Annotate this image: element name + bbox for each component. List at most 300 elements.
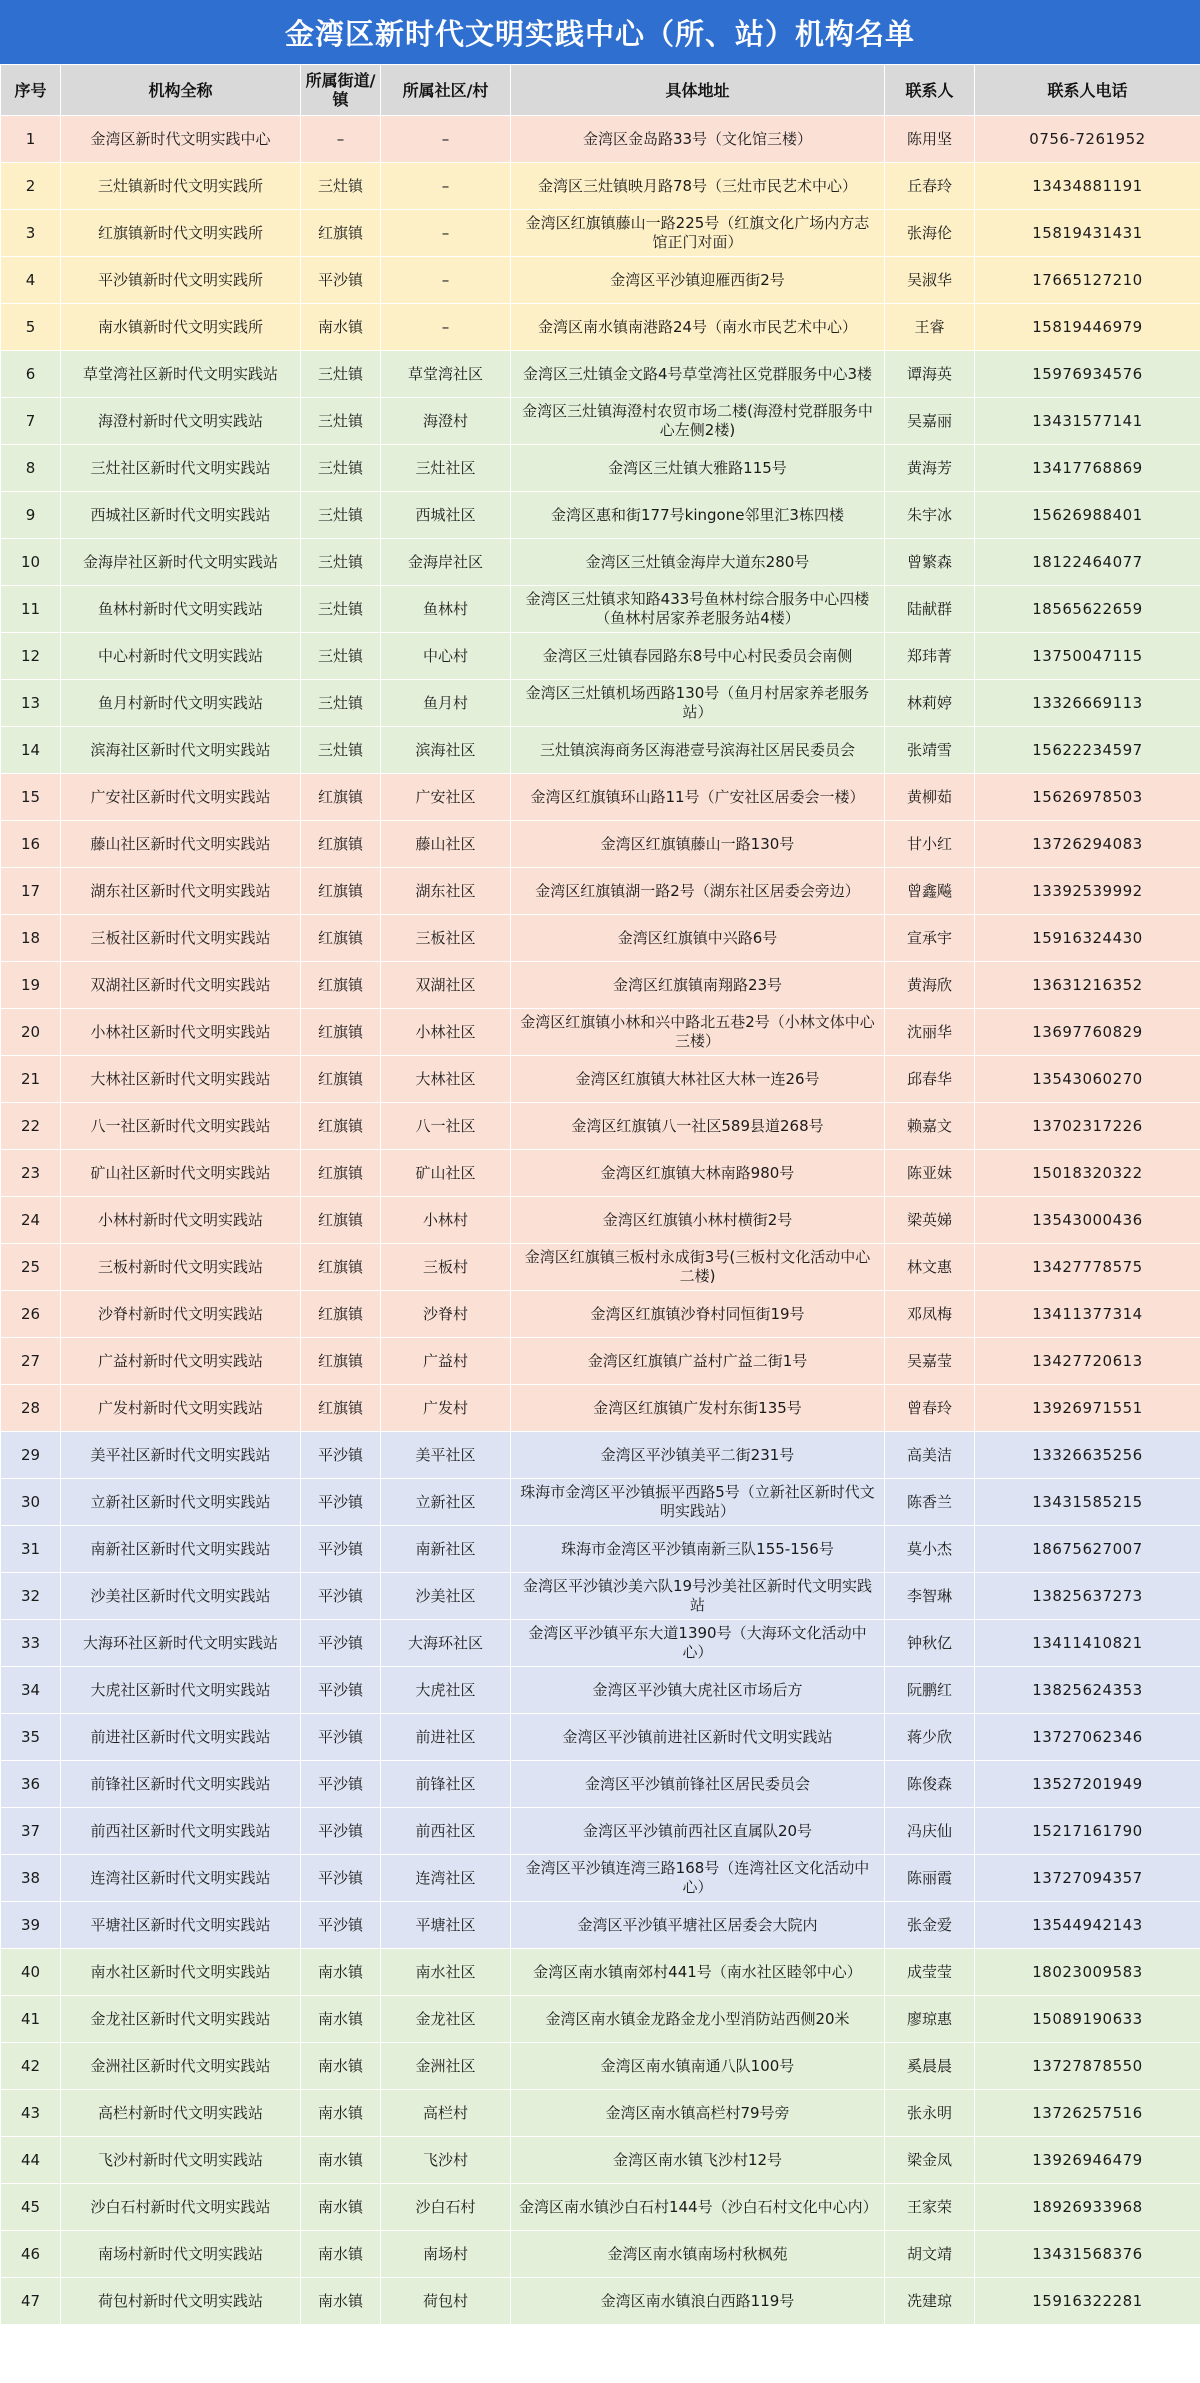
cell-contact: 张金爱 (885, 1902, 975, 1949)
cell-phone: 13411410821 (975, 1620, 1200, 1667)
table-row (1, 1009, 1200, 1056)
cell-town: 三灶镇 (301, 398, 381, 445)
cell-phone: 13697760829 (975, 1009, 1200, 1056)
cell-community: 前锋社区 (381, 1761, 511, 1808)
cell-contact: 高美洁 (885, 1432, 975, 1479)
cell-serial: 8 (1, 445, 61, 492)
table-row (1, 586, 1200, 633)
table-row (1, 304, 1200, 351)
cell-town: 三灶镇 (301, 586, 381, 633)
cell-phone: 13926971551 (975, 1385, 1200, 1432)
header-phone: 联系人电话 (975, 65, 1200, 116)
cell-town: 红旗镇 (301, 915, 381, 962)
cell-phone: 13326669113 (975, 680, 1200, 727)
cell-phone: 13726257516 (975, 2090, 1200, 2137)
cell-org-name: 滨海社区新时代文明实践站 (61, 727, 301, 774)
cell-address: 金湾区平沙镇平塘社区居委会大院内 (511, 1902, 885, 1949)
cell-town: 三灶镇 (301, 163, 381, 210)
cell-community: 草堂湾社区 (381, 351, 511, 398)
cell-town: 三灶镇 (301, 680, 381, 727)
cell-serial: 16 (1, 821, 61, 868)
cell-serial: 41 (1, 1996, 61, 2043)
cell-community: 湖东社区 (381, 868, 511, 915)
cell-contact: 曾繁森 (885, 539, 975, 586)
cell-address: 金湾区红旗镇广发村东街135号 (511, 1385, 885, 1432)
cell-town: 南水镇 (301, 2278, 381, 2325)
table-row (1, 445, 1200, 492)
table-row (1, 1667, 1200, 1714)
cell-org-name: 南场村新时代文明实践站 (61, 2231, 301, 2278)
cell-town: 三灶镇 (301, 445, 381, 492)
cell-org-name: 金海岸社区新时代文明实践站 (61, 539, 301, 586)
cell-phone: 13727094357 (975, 1855, 1200, 1902)
table-row (1, 1244, 1200, 1291)
cell-town: 平沙镇 (301, 1667, 381, 1714)
cell-town: 红旗镇 (301, 774, 381, 821)
cell-serial: 34 (1, 1667, 61, 1714)
cell-phone: 13417768869 (975, 445, 1200, 492)
cell-org-name: 三灶镇新时代文明实践所 (61, 163, 301, 210)
cell-phone: 0756-7261952 (975, 116, 1200, 163)
cell-serial: 38 (1, 1855, 61, 1902)
cell-contact: 成莹莹 (885, 1949, 975, 1996)
cell-org-name: 沙美社区新时代文明实践站 (61, 1573, 301, 1620)
cell-contact: 李智琳 (885, 1573, 975, 1620)
cell-community: 小林村 (381, 1197, 511, 1244)
cell-contact: 钟秋亿 (885, 1620, 975, 1667)
cell-phone: 13543000436 (975, 1197, 1200, 1244)
cell-town: – (301, 116, 381, 163)
cell-town: 平沙镇 (301, 1808, 381, 1855)
cell-contact: 胡文靖 (885, 2231, 975, 2278)
cell-phone: 18675627007 (975, 1526, 1200, 1573)
cell-serial: 42 (1, 2043, 61, 2090)
cell-town: 红旗镇 (301, 1291, 381, 1338)
cell-org-name: 金洲社区新时代文明实践站 (61, 2043, 301, 2090)
cell-org-name: 三板村新时代文明实践站 (61, 1244, 301, 1291)
cell-serial: 10 (1, 539, 61, 586)
cell-community: 矿山社区 (381, 1150, 511, 1197)
cell-org-name: 南新社区新时代文明实践站 (61, 1526, 301, 1573)
table-row (1, 1103, 1200, 1150)
cell-town: 红旗镇 (301, 1338, 381, 1385)
cell-serial: 40 (1, 1949, 61, 1996)
cell-phone: 13727062346 (975, 1714, 1200, 1761)
cell-community: 沙白石村 (381, 2184, 511, 2231)
table-row (1, 1338, 1200, 1385)
page-title: 金湾区新时代文明实践中心（所、站）机构名单 (0, 0, 1200, 64)
cell-phone: 18565622659 (975, 586, 1200, 633)
cell-phone: 13326635256 (975, 1432, 1200, 1479)
cell-address: 金湾区三灶镇大雅路115号 (511, 445, 885, 492)
cell-town: 三灶镇 (301, 492, 381, 539)
cell-community: 广发村 (381, 1385, 511, 1432)
table-row (1, 351, 1200, 398)
cell-serial: 22 (1, 1103, 61, 1150)
cell-community: – (381, 163, 511, 210)
cell-community: 金龙社区 (381, 1996, 511, 2043)
cell-address: 金湾区红旗镇大林社区大林一连26号 (511, 1056, 885, 1103)
cell-org-name: 鱼月村新时代文明实践站 (61, 680, 301, 727)
cell-address: 金湾区红旗镇八一社区589县道268号 (511, 1103, 885, 1150)
cell-org-name: 前进社区新时代文明实践站 (61, 1714, 301, 1761)
cell-org-name: 大海环社区新时代文明实践站 (61, 1620, 301, 1667)
cell-serial: 31 (1, 1526, 61, 1573)
cell-address: 金湾区南水镇南港路24号（南水市民艺术中心） (511, 304, 885, 351)
cell-serial: 18 (1, 915, 61, 962)
cell-address: 金湾区平沙镇美平二街231号 (511, 1432, 885, 1479)
header-community: 所属社区/村 (381, 65, 511, 116)
cell-contact: 冼建琼 (885, 2278, 975, 2325)
cell-address: 金湾区平沙镇连湾三路168号（连湾社区文化活动中心） (511, 1855, 885, 1902)
cell-address: 珠海市金湾区平沙镇振平西路5号（立新社区新时代文明实践站） (511, 1479, 885, 1526)
cell-address: 金湾区红旗镇南翔路23号 (511, 962, 885, 1009)
cell-org-name: 平沙镇新时代文明实践所 (61, 257, 301, 304)
cell-town: 红旗镇 (301, 868, 381, 915)
cell-town: 南水镇 (301, 2137, 381, 2184)
cell-community: 大海环社区 (381, 1620, 511, 1667)
table-row (1, 1761, 1200, 1808)
cell-community: 金海岸社区 (381, 539, 511, 586)
table-row (1, 868, 1200, 915)
cell-town: 南水镇 (301, 2231, 381, 2278)
cell-org-name: 大虎社区新时代文明实践站 (61, 1667, 301, 1714)
cell-contact: 梁英娣 (885, 1197, 975, 1244)
cell-org-name: 大林社区新时代文明实践站 (61, 1056, 301, 1103)
cell-town: 三灶镇 (301, 727, 381, 774)
table-row (1, 257, 1200, 304)
cell-phone: 13392539992 (975, 868, 1200, 915)
cell-serial: 32 (1, 1573, 61, 1620)
cell-contact: 莫小杰 (885, 1526, 975, 1573)
cell-phone: 13427778575 (975, 1244, 1200, 1291)
cell-community: 双湖社区 (381, 962, 511, 1009)
cell-phone: 13434881191 (975, 163, 1200, 210)
cell-contact: 陈用坚 (885, 116, 975, 163)
cell-address: 金湾区平沙镇迎雁西街2号 (511, 257, 885, 304)
cell-serial: 9 (1, 492, 61, 539)
cell-address: 金湾区红旗镇大林南路980号 (511, 1150, 885, 1197)
cell-address: 珠海市金湾区平沙镇南新三队155-156号 (511, 1526, 885, 1573)
cell-phone: 13702317226 (975, 1103, 1200, 1150)
cell-org-name: 立新社区新时代文明实践站 (61, 1479, 301, 1526)
cell-serial: 28 (1, 1385, 61, 1432)
cell-phone: 13750047115 (975, 633, 1200, 680)
cell-phone: 13825637273 (975, 1573, 1200, 1620)
table-row (1, 915, 1200, 962)
cell-contact: 王家荣 (885, 2184, 975, 2231)
cell-phone: 13543060270 (975, 1056, 1200, 1103)
cell-town: 红旗镇 (301, 821, 381, 868)
cell-address: 金湾区南水镇金龙路金龙小型消防站西侧20米 (511, 1996, 885, 2043)
cell-town: 平沙镇 (301, 257, 381, 304)
cell-phone: 15089190633 (975, 1996, 1200, 2043)
cell-contact: 张海伦 (885, 210, 975, 257)
cell-address: 金湾区南水镇南郊村441号（南水社区睦邻中心） (511, 1949, 885, 1996)
cell-contact: 王睿 (885, 304, 975, 351)
cell-phone: 15819446979 (975, 304, 1200, 351)
cell-contact: 陈俊森 (885, 1761, 975, 1808)
cell-phone: 15916322281 (975, 2278, 1200, 2325)
table-row (1, 1620, 1200, 1667)
cell-address: 金湾区三灶镇求知路433号鱼林村综合服务中心四楼（鱼林村居家养老服务站4楼） (511, 586, 885, 633)
cell-org-name: 前西社区新时代文明实践站 (61, 1808, 301, 1855)
cell-contact: 林文惠 (885, 1244, 975, 1291)
cell-serial: 45 (1, 2184, 61, 2231)
cell-contact: 冯庆仙 (885, 1808, 975, 1855)
cell-serial: 44 (1, 2137, 61, 2184)
cell-contact: 吴嘉丽 (885, 398, 975, 445)
cell-phone: 15819431431 (975, 210, 1200, 257)
cell-address: 金湾区平沙镇平东大道1390号（大海环文化活动中心） (511, 1620, 885, 1667)
cell-org-name: 南水镇新时代文明实践所 (61, 304, 301, 351)
cell-community: 鱼月村 (381, 680, 511, 727)
cell-contact: 赖嘉文 (885, 1103, 975, 1150)
header-address: 具体地址 (511, 65, 885, 116)
table-row (1, 1855, 1200, 1902)
cell-org-name: 平塘社区新时代文明实践站 (61, 1902, 301, 1949)
cell-town: 红旗镇 (301, 1150, 381, 1197)
cell-contact: 邓凤梅 (885, 1291, 975, 1338)
cell-contact: 沈丽华 (885, 1009, 975, 1056)
cell-community: 中心村 (381, 633, 511, 680)
cell-org-name: 飞沙村新时代文明实践站 (61, 2137, 301, 2184)
table-row (1, 1996, 1200, 2043)
table-row (1, 2278, 1200, 2325)
cell-address: 金湾区平沙镇前进社区新时代文明实践站 (511, 1714, 885, 1761)
cell-org-name: 南水社区新时代文明实践站 (61, 1949, 301, 1996)
cell-phone: 15626988401 (975, 492, 1200, 539)
cell-org-name: 广发村新时代文明实践站 (61, 1385, 301, 1432)
cell-serial: 12 (1, 633, 61, 680)
cell-serial: 35 (1, 1714, 61, 1761)
table-row (1, 2231, 1200, 2278)
cell-community: 南水社区 (381, 1949, 511, 1996)
cell-contact: 黄柳茹 (885, 774, 975, 821)
cell-phone: 13727878550 (975, 2043, 1200, 2090)
cell-serial: 47 (1, 2278, 61, 2325)
cell-org-name: 美平社区新时代文明实践站 (61, 1432, 301, 1479)
cell-serial: 36 (1, 1761, 61, 1808)
cell-community: 三板村 (381, 1244, 511, 1291)
cell-town: 三灶镇 (301, 539, 381, 586)
cell-community: 八一社区 (381, 1103, 511, 1150)
table-row (1, 116, 1200, 163)
cell-serial: 33 (1, 1620, 61, 1667)
cell-serial: 5 (1, 304, 61, 351)
table-row (1, 1808, 1200, 1855)
cell-phone: 15976934576 (975, 351, 1200, 398)
cell-community: 沙美社区 (381, 1573, 511, 1620)
cell-serial: 37 (1, 1808, 61, 1855)
cell-community: 海澄村 (381, 398, 511, 445)
cell-phone: 15626978503 (975, 774, 1200, 821)
cell-town: 平沙镇 (301, 1526, 381, 1573)
cell-address: 金湾区红旗镇湖一路2号（湖东社区居委会旁边） (511, 868, 885, 915)
cell-contact: 张永明 (885, 2090, 975, 2137)
cell-address: 金湾区南水镇浪白西路119号 (511, 2278, 885, 2325)
cell-serial: 25 (1, 1244, 61, 1291)
cell-town: 南水镇 (301, 2184, 381, 2231)
cell-contact: 陈亚妹 (885, 1150, 975, 1197)
cell-phone: 15622234597 (975, 727, 1200, 774)
cell-serial: 13 (1, 680, 61, 727)
cell-contact: 梁金凤 (885, 2137, 975, 2184)
cell-org-name: 前锋社区新时代文明实践站 (61, 1761, 301, 1808)
cell-serial: 19 (1, 962, 61, 1009)
cell-serial: 24 (1, 1197, 61, 1244)
cell-contact: 陈丽霞 (885, 1855, 975, 1902)
cell-org-name: 沙脊村新时代文明实践站 (61, 1291, 301, 1338)
table-row (1, 633, 1200, 680)
table-row (1, 1714, 1200, 1761)
cell-address: 金湾区南水镇南通八队100号 (511, 2043, 885, 2090)
cell-org-name: 双湖社区新时代文明实践站 (61, 962, 301, 1009)
directory-table (0, 64, 1200, 2325)
cell-town: 平沙镇 (301, 1902, 381, 1949)
cell-community: 沙脊村 (381, 1291, 511, 1338)
table-row (1, 1150, 1200, 1197)
table-row (1, 2184, 1200, 2231)
cell-serial: 17 (1, 868, 61, 915)
cell-town: 平沙镇 (301, 1479, 381, 1526)
cell-org-name: 藤山社区新时代文明实践站 (61, 821, 301, 868)
cell-org-name: 小林社区新时代文明实践站 (61, 1009, 301, 1056)
cell-community: 前进社区 (381, 1714, 511, 1761)
cell-community: – (381, 304, 511, 351)
cell-community: 广安社区 (381, 774, 511, 821)
cell-community: 高栏村 (381, 2090, 511, 2137)
cell-address: 金湾区金岛路33号（文化馆三楼） (511, 116, 885, 163)
cell-community: 藤山社区 (381, 821, 511, 868)
cell-serial: 11 (1, 586, 61, 633)
cell-address: 金湾区三灶镇映月路78号（三灶市民艺术中心） (511, 163, 885, 210)
cell-address: 金湾区平沙镇大虎社区市场后方 (511, 1667, 885, 1714)
cell-town: 红旗镇 (301, 1056, 381, 1103)
cell-address: 金湾区红旗镇广益村广益二街1号 (511, 1338, 885, 1385)
cell-contact: 阮鹏红 (885, 1667, 975, 1714)
table-row (1, 492, 1200, 539)
cell-phone: 13631216352 (975, 962, 1200, 1009)
cell-community: 大虎社区 (381, 1667, 511, 1714)
cell-phone: 15217161790 (975, 1808, 1200, 1855)
cell-serial: 14 (1, 727, 61, 774)
cell-phone: 13527201949 (975, 1761, 1200, 1808)
cell-town: 三灶镇 (301, 351, 381, 398)
cell-contact: 宣承宇 (885, 915, 975, 962)
cell-town: 平沙镇 (301, 1761, 381, 1808)
table-row (1, 1056, 1200, 1103)
cell-phone: 13825624353 (975, 1667, 1200, 1714)
cell-town: 南水镇 (301, 2090, 381, 2137)
cell-contact: 曾春玲 (885, 1385, 975, 1432)
cell-address: 金湾区平沙镇前锋社区居民委员会 (511, 1761, 885, 1808)
header-serial: 序号 (1, 65, 61, 116)
cell-org-name: 红旗镇新时代文明实践所 (61, 210, 301, 257)
cell-serial: 7 (1, 398, 61, 445)
cell-contact: 谭海英 (885, 351, 975, 398)
cell-org-name: 沙白石村新时代文明实践站 (61, 2184, 301, 2231)
cell-community: 荷包村 (381, 2278, 511, 2325)
table-row (1, 2090, 1200, 2137)
cell-org-name: 三灶社区新时代文明实践站 (61, 445, 301, 492)
table-row (1, 774, 1200, 821)
cell-community: – (381, 257, 511, 304)
cell-address: 金湾区红旗镇沙脊村同恒街19号 (511, 1291, 885, 1338)
table-row (1, 398, 1200, 445)
cell-address: 金湾区三灶镇金文路4号草堂湾社区党群服务中心3楼 (511, 351, 885, 398)
cell-serial: 23 (1, 1150, 61, 1197)
cell-town: 红旗镇 (301, 1009, 381, 1056)
cell-serial: 29 (1, 1432, 61, 1479)
cell-phone: 13544942143 (975, 1902, 1200, 1949)
table-row (1, 1432, 1200, 1479)
cell-town: 南水镇 (301, 1996, 381, 2043)
cell-contact: 吴嘉莹 (885, 1338, 975, 1385)
cell-phone: 13427720613 (975, 1338, 1200, 1385)
cell-org-name: 金湾区新时代文明实践中心 (61, 116, 301, 163)
cell-address: 金湾区三灶镇春园路东8号中心村民委员会南侧 (511, 633, 885, 680)
cell-phone: 15018320322 (975, 1150, 1200, 1197)
cell-address: 金湾区红旗镇环山路11号（广安社区居委会一楼） (511, 774, 885, 821)
cell-org-name: 三板社区新时代文明实践站 (61, 915, 301, 962)
cell-org-name: 高栏村新时代文明实践站 (61, 2090, 301, 2137)
table-row (1, 821, 1200, 868)
cell-community: 立新社区 (381, 1479, 511, 1526)
cell-community: 前西社区 (381, 1808, 511, 1855)
cell-address: 金湾区三灶镇机场西路130号（鱼月村居家养老服务站） (511, 680, 885, 727)
cell-community: 大林社区 (381, 1056, 511, 1103)
cell-org-name: 西城社区新时代文明实践站 (61, 492, 301, 539)
cell-serial: 4 (1, 257, 61, 304)
cell-address: 金湾区红旗镇藤山一路225号（红旗文化广场内方志馆正门对面） (511, 210, 885, 257)
cell-town: 南水镇 (301, 1949, 381, 1996)
cell-town: 红旗镇 (301, 210, 381, 257)
cell-town: 红旗镇 (301, 1103, 381, 1150)
cell-org-name: 草堂湾社区新时代文明实践站 (61, 351, 301, 398)
cell-town: 平沙镇 (301, 1855, 381, 1902)
cell-serial: 46 (1, 2231, 61, 2278)
cell-contact: 黄海芳 (885, 445, 975, 492)
cell-community: 三板社区 (381, 915, 511, 962)
cell-community: 飞沙村 (381, 2137, 511, 2184)
cell-serial: 3 (1, 210, 61, 257)
cell-contact: 奚晨晨 (885, 2043, 975, 2090)
cell-address: 金湾区南水镇高栏村79号旁 (511, 2090, 885, 2137)
cell-town: 平沙镇 (301, 1714, 381, 1761)
cell-town: 红旗镇 (301, 1244, 381, 1291)
table-row (1, 1291, 1200, 1338)
cell-phone: 13926946479 (975, 2137, 1200, 2184)
cell-community: 广益村 (381, 1338, 511, 1385)
cell-community: 连湾社区 (381, 1855, 511, 1902)
cell-phone: 13431585215 (975, 1479, 1200, 1526)
cell-phone: 13726294083 (975, 821, 1200, 868)
cell-phone: 15916324430 (975, 915, 1200, 962)
cell-org-name: 八一社区新时代文明实践站 (61, 1103, 301, 1150)
cell-serial: 26 (1, 1291, 61, 1338)
cell-serial: 27 (1, 1338, 61, 1385)
table-row (1, 539, 1200, 586)
cell-town: 红旗镇 (301, 1385, 381, 1432)
cell-address: 三灶镇滨海商务区海港壹号滨海社区居民委员会 (511, 727, 885, 774)
cell-contact: 黄海欣 (885, 962, 975, 1009)
cell-community: 西城社区 (381, 492, 511, 539)
cell-address: 金湾区红旗镇中兴路6号 (511, 915, 885, 962)
cell-contact: 陆献群 (885, 586, 975, 633)
cell-serial: 43 (1, 2090, 61, 2137)
cell-org-name: 连湾社区新时代文明实践站 (61, 1855, 301, 1902)
